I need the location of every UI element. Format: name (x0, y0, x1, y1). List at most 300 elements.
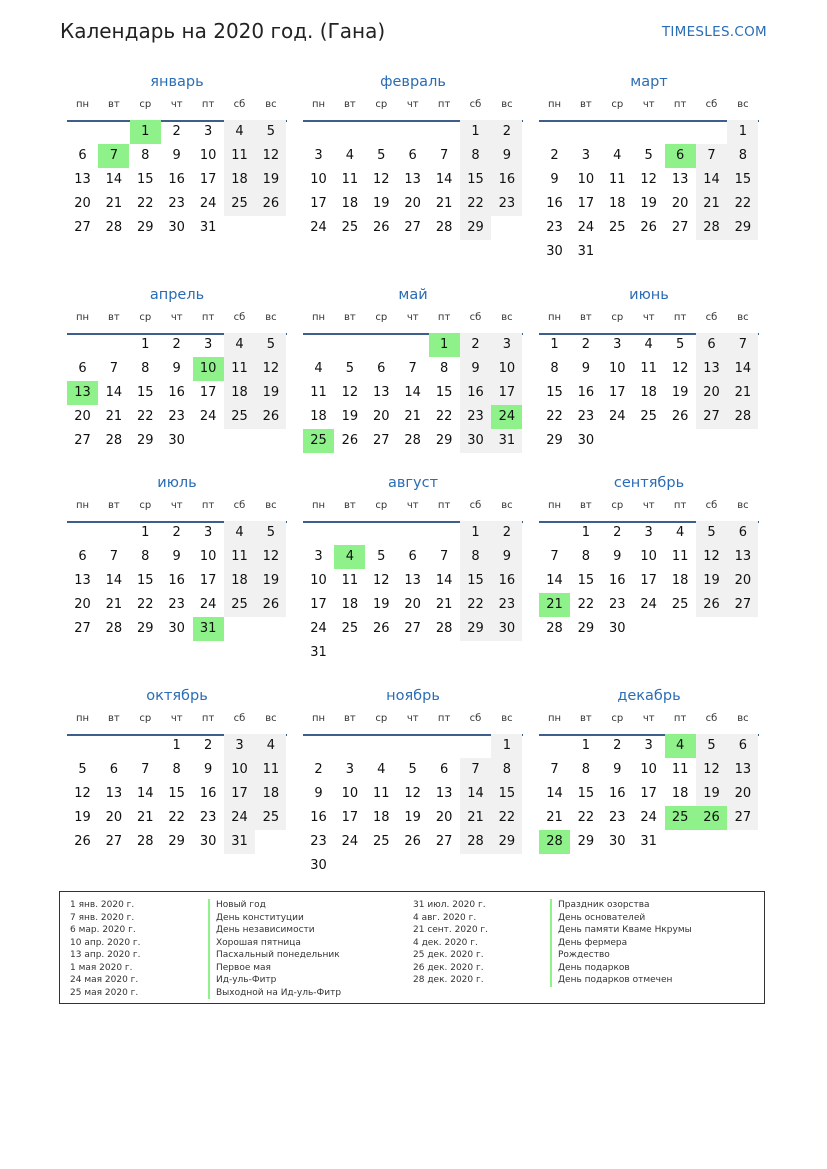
day-cell: 27 (74, 621, 91, 636)
day-cell: 20 (435, 810, 453, 825)
day-cell: 17 (310, 196, 327, 211)
day-cell: 17 (577, 196, 595, 211)
weekday-label: вс (737, 500, 749, 511)
day-cell: 12 (640, 172, 657, 187)
weekday-label: ср (611, 713, 624, 724)
day-cell: 13 (727, 545, 758, 569)
legend-holiday-name: Праздник озорства (550, 899, 692, 912)
day-cell: 5 (255, 333, 286, 357)
day-cell: 3 (581, 148, 591, 163)
day-cell: 25 (224, 405, 255, 429)
day-cell: 25 (341, 220, 359, 235)
day-cell: 23 (546, 220, 563, 235)
legend-date: 4 дек. 2020 г. (413, 937, 478, 948)
weekday-label: пт (673, 99, 687, 110)
month-divider (303, 734, 523, 736)
day-cell: 14 (460, 782, 491, 806)
day-cell: 27 (105, 834, 123, 849)
weekday-label: пт (437, 99, 451, 110)
weekday-label: вт (108, 312, 120, 323)
day-cell: 6 (408, 549, 417, 564)
weekday-label: чт (642, 312, 655, 323)
day-cell: 14 (404, 385, 421, 400)
day-cell: 1 (550, 337, 559, 352)
day-cell: 16 (491, 569, 522, 593)
weekday-label: вс (265, 713, 277, 724)
day-cell: 17 (224, 782, 255, 806)
day-cell: 29 (577, 834, 595, 849)
day-cell: 24 (199, 597, 217, 612)
day-cell: 16 (168, 172, 185, 187)
day-cell: 3 (644, 738, 653, 753)
day-cell: 3 (491, 333, 522, 357)
day-cell: 6 (109, 762, 119, 777)
day-cell: 8 (141, 148, 150, 163)
day-cell: 30 (609, 834, 626, 849)
day-cell: 24 (224, 806, 255, 830)
day-cell: 11 (224, 545, 255, 569)
day-cell: 21 (105, 597, 123, 612)
day-cell: 19 (373, 196, 390, 211)
day-cell: 23 (310, 834, 327, 849)
holiday-day-cell: 1 (429, 333, 460, 357)
weekday-label: вт (108, 713, 120, 724)
day-cell: 14 (546, 786, 563, 801)
legend-holiday-name: День основателей (550, 912, 692, 925)
weekday-label: сб (705, 312, 718, 323)
day-cell: 6 (439, 762, 449, 777)
weekday-label: пт (673, 713, 687, 724)
day-cell: 6 (727, 734, 758, 758)
day-cell: 22 (491, 806, 522, 830)
day-cell: 27 (696, 405, 727, 429)
day-cell: 11 (609, 172, 626, 187)
day-cell: 2 (581, 337, 591, 352)
day-cell: 2 (460, 333, 491, 357)
day-cell: 4 (675, 525, 685, 540)
day-cell: 20 (727, 782, 758, 806)
weekday-label: ср (139, 312, 152, 323)
day-cell: 23 (168, 196, 185, 211)
day-cell: 10 (224, 758, 255, 782)
day-cell: 27 (727, 806, 758, 830)
weekday-label: чт (642, 500, 655, 511)
weekday-label: пт (437, 713, 451, 724)
legend-holiday-name: Хорошая пятница (208, 937, 341, 950)
day-cell: 27 (373, 433, 390, 448)
weekday-label: пт (201, 713, 215, 724)
day-cell: 2 (491, 521, 522, 545)
day-cell: 3 (203, 337, 213, 352)
day-cell: 19 (255, 569, 286, 593)
day-cell: 2 (613, 738, 622, 753)
day-cell: 18 (224, 569, 255, 593)
day-cell: 30 (168, 433, 185, 448)
legend-date: 25 мая 2020 г. (70, 987, 139, 998)
day-cell: 22 (727, 192, 758, 216)
holiday-day-cell: 1 (130, 120, 161, 144)
legend-date: 1 янв. 2020 г. (70, 900, 135, 910)
day-cell: 18 (255, 782, 286, 806)
day-cell: 23 (491, 593, 522, 617)
day-cell: 3 (345, 762, 355, 777)
day-cell: 18 (341, 196, 359, 211)
day-cell: 18 (224, 168, 255, 192)
day-cell: 13 (404, 573, 421, 588)
day-cell: 15 (435, 385, 453, 400)
day-cell: 13 (696, 357, 727, 381)
month-name: февраль (380, 74, 446, 90)
day-cell: 8 (581, 762, 591, 777)
weekday-label: вс (501, 713, 513, 724)
weekday-label: пт (673, 500, 687, 511)
day-cell: 10 (640, 762, 657, 777)
day-cell: 26 (640, 220, 657, 235)
weekday-label: сб (233, 312, 246, 323)
day-cell: 2 (172, 124, 181, 139)
day-cell: 2 (550, 148, 559, 163)
weekday-label: вт (344, 312, 356, 323)
day-cell: 24 (199, 196, 217, 211)
weekday-label: сб (705, 713, 718, 724)
day-cell: 11 (671, 549, 689, 564)
day-cell: 5 (644, 148, 653, 163)
day-cell: 25 (255, 806, 286, 830)
day-cell: 15 (727, 168, 758, 192)
day-cell: 18 (224, 381, 255, 405)
day-cell: 9 (172, 361, 181, 376)
day-cell: 26 (341, 433, 359, 448)
day-cell: 21 (435, 196, 453, 211)
day-cell: 28 (404, 433, 421, 448)
day-cell: 28 (727, 405, 758, 429)
day-cell: 12 (373, 172, 390, 187)
day-cell: 30 (577, 433, 595, 448)
day-cell: 27 (74, 220, 91, 235)
day-cell: 12 (255, 144, 286, 168)
legend-holiday-name: День памяти Кваме Нкрумы (550, 924, 692, 937)
legend-holiday-name: Новый год (208, 899, 341, 912)
day-cell: 18 (609, 196, 626, 211)
day-cell: 6 (408, 148, 417, 163)
holiday-day-cell: 25 (303, 429, 334, 453)
weekday-label: сб (705, 500, 718, 511)
month-name: май (398, 287, 428, 303)
day-cell: 17 (609, 385, 626, 400)
day-cell: 8 (491, 758, 522, 782)
day-cell: 24 (640, 810, 657, 825)
day-cell: 3 (203, 124, 213, 139)
holiday-day-cell: 25 (665, 806, 696, 830)
holiday-day-cell: 24 (491, 405, 522, 429)
day-cell: 29 (137, 621, 154, 636)
day-cell: 2 (491, 120, 522, 144)
day-cell: 9 (172, 549, 181, 564)
day-cell: 14 (105, 573, 123, 588)
day-cell: 26 (373, 220, 390, 235)
weekday-label: пн (311, 500, 326, 511)
day-cell: 10 (310, 172, 327, 187)
weekday-label: вт (580, 312, 592, 323)
day-cell: 11 (255, 758, 286, 782)
day-cell: 5 (377, 148, 386, 163)
day-cell: 25 (640, 409, 657, 424)
day-cell: 20 (74, 597, 91, 612)
day-cell: 21 (137, 810, 154, 825)
month-name: сентябрь (613, 475, 685, 491)
day-cell: 9 (314, 786, 323, 801)
day-cell: 5 (377, 549, 386, 564)
day-cell: 19 (341, 409, 359, 424)
month-name: июнь (629, 287, 669, 303)
day-cell: 27 (671, 220, 689, 235)
day-cell: 17 (199, 385, 217, 400)
day-cell: 17 (199, 172, 217, 187)
weekday-label: ср (139, 713, 152, 724)
day-cell: 17 (199, 573, 217, 588)
day-cell: 16 (609, 573, 626, 588)
day-cell: 3 (314, 148, 323, 163)
weekday-label: ср (375, 713, 388, 724)
weekday-label: пн (311, 713, 326, 724)
day-cell: 30 (199, 834, 217, 849)
legend-holiday-name: День фермера (550, 937, 692, 950)
day-cell: 4 (255, 734, 286, 758)
day-cell: 26 (255, 405, 286, 429)
day-cell: 25 (341, 621, 359, 636)
day-cell: 22 (460, 192, 491, 216)
day-cell: 17 (310, 597, 327, 612)
day-cell: 13 (404, 172, 421, 187)
day-cell: 8 (460, 545, 491, 569)
day-cell: 30 (609, 621, 626, 636)
day-cell: 7 (727, 333, 758, 357)
day-cell: 11 (341, 172, 359, 187)
day-cell: 4 (224, 521, 255, 545)
day-cell: 19 (255, 168, 286, 192)
holiday-day-cell: 4 (334, 545, 365, 569)
day-cell: 10 (577, 172, 595, 187)
day-cell: 9 (172, 148, 181, 163)
holiday-day-cell: 31 (193, 617, 224, 641)
weekday-label: пт (201, 312, 215, 323)
day-cell: 28 (435, 220, 453, 235)
day-cell: 1 (581, 525, 591, 540)
day-cell: 30 (168, 220, 185, 235)
day-cell: 14 (696, 168, 727, 192)
day-cell: 11 (671, 762, 689, 777)
weekday-label: пн (75, 312, 90, 323)
day-cell: 23 (168, 597, 185, 612)
day-cell: 28 (137, 834, 154, 849)
day-cell: 7 (439, 148, 449, 163)
day-cell: 1 (141, 525, 150, 540)
day-cell: 31 (640, 834, 657, 849)
weekday-label: вт (580, 500, 592, 511)
day-cell: 8 (581, 549, 591, 564)
day-cell: 20 (727, 569, 758, 593)
weekday-label: пн (75, 99, 90, 110)
day-cell: 22 (546, 409, 563, 424)
day-cell: 10 (609, 361, 626, 376)
day-cell: 13 (435, 786, 453, 801)
day-cell: 28 (696, 216, 727, 240)
day-cell: 3 (644, 525, 653, 540)
day-cell: 29 (168, 834, 185, 849)
day-cell: 1 (581, 738, 591, 753)
weekday-label: пн (75, 500, 90, 511)
day-cell: 13 (373, 385, 390, 400)
day-cell: 9 (550, 172, 559, 187)
day-cell: 23 (199, 810, 217, 825)
day-cell: 22 (577, 597, 595, 612)
weekday-label: чт (170, 312, 183, 323)
day-cell: 22 (168, 810, 185, 825)
day-cell: 20 (74, 196, 91, 211)
day-cell: 14 (727, 357, 758, 381)
day-cell: 11 (373, 786, 390, 801)
day-cell: 2 (172, 525, 181, 540)
legend-holiday-name: День подарков отмечен (550, 974, 692, 987)
day-cell: 24 (341, 834, 359, 849)
day-cell: 21 (460, 806, 491, 830)
holiday-day-cell: 28 (539, 830, 570, 854)
day-cell: 25 (224, 192, 255, 216)
day-cell: 16 (199, 786, 217, 801)
weekday-label: ср (611, 312, 624, 323)
day-cell: 26 (671, 409, 689, 424)
day-cell: 10 (310, 573, 327, 588)
weekday-label: ср (611, 99, 624, 110)
day-cell: 20 (404, 597, 421, 612)
day-cell: 10 (341, 786, 359, 801)
day-cell: 26 (255, 192, 286, 216)
day-cell: 8 (727, 144, 758, 168)
weekday-label: вт (580, 99, 592, 110)
weekday-label: пт (201, 500, 215, 511)
weekday-label: ср (375, 500, 388, 511)
day-cell: 29 (435, 433, 453, 448)
day-cell: 29 (546, 433, 563, 448)
legend-holiday-name: День подарков (550, 962, 692, 975)
weekday-label: чт (642, 713, 655, 724)
day-cell: 14 (435, 172, 453, 187)
weekday-label: вс (501, 312, 513, 323)
day-cell: 26 (373, 621, 390, 636)
day-cell: 1 (460, 120, 491, 144)
legend-holiday-name: День независимости (208, 924, 341, 937)
day-cell: 18 (341, 597, 359, 612)
weekday-label: пн (311, 99, 326, 110)
day-cell: 23 (168, 409, 185, 424)
month-name: август (387, 475, 439, 491)
day-cell: 28 (435, 621, 453, 636)
day-cell: 4 (613, 148, 622, 163)
day-cell: 29 (577, 621, 595, 636)
day-cell: 18 (671, 573, 689, 588)
day-cell: 6 (377, 361, 386, 376)
weekday-label: пт (437, 500, 451, 511)
day-cell: 28 (105, 433, 123, 448)
day-cell: 31 (224, 830, 255, 854)
day-cell: 6 (78, 148, 87, 163)
day-cell: 13 (671, 172, 689, 187)
weekday-label: пн (547, 99, 562, 110)
day-cell: 9 (581, 361, 591, 376)
day-cell: 6 (78, 549, 87, 564)
day-cell: 16 (609, 786, 626, 801)
day-cell: 17 (341, 810, 359, 825)
day-cell: 27 (727, 593, 758, 617)
day-cell: 28 (546, 621, 563, 636)
weekday-label: вт (344, 713, 356, 724)
weekday-label: чт (406, 500, 419, 511)
day-cell: 7 (141, 762, 150, 777)
weekday-label: вс (737, 312, 749, 323)
day-cell: 5 (696, 734, 727, 758)
day-cell: 23 (491, 192, 522, 216)
day-cell: 8 (141, 549, 150, 564)
legend-date: 1 мая 2020 г. (70, 962, 133, 973)
month-name: март (630, 74, 668, 90)
legend-date: 31 июл. 2020 г. (413, 900, 486, 910)
weekday-label: вс (737, 99, 749, 110)
day-cell: 19 (696, 782, 727, 806)
day-cell: 9 (491, 144, 522, 168)
day-cell: 23 (609, 597, 626, 612)
day-cell: 13 (105, 786, 123, 801)
day-cell: 25 (671, 597, 689, 612)
day-cell: 10 (491, 357, 522, 381)
day-cell: 22 (460, 593, 491, 617)
brand-link[interactable]: TIMESLES.COM (661, 24, 767, 40)
weekday-label: вс (265, 312, 277, 323)
day-cell: 30 (460, 429, 491, 453)
day-cell: 15 (460, 569, 491, 593)
day-cell: 12 (255, 545, 286, 569)
day-cell: 15 (137, 385, 154, 400)
weekday-label: вт (580, 713, 592, 724)
weekday-label: сб (233, 99, 246, 110)
day-cell: 5 (408, 762, 417, 777)
legend-date: 24 мая 2020 г. (70, 975, 139, 985)
day-cell: 6 (78, 361, 87, 376)
day-cell: 13 (74, 172, 91, 187)
day-cell: 4 (377, 762, 386, 777)
day-cell: 9 (491, 545, 522, 569)
legend-holiday-name: День конституции (208, 912, 341, 925)
weekday-label: сб (469, 500, 482, 511)
day-cell: 11 (224, 357, 255, 381)
day-cell: 17 (491, 381, 522, 405)
day-cell: 19 (404, 810, 421, 825)
day-cell: 7 (550, 549, 559, 564)
day-cell: 14 (546, 573, 563, 588)
day-cell: 8 (439, 361, 449, 376)
weekday-label: пт (437, 312, 451, 323)
weekday-label: вт (344, 99, 356, 110)
day-cell: 29 (460, 216, 491, 240)
day-cell: 26 (255, 593, 286, 617)
holiday-day-cell: 4 (665, 734, 696, 758)
day-cell: 4 (644, 337, 653, 352)
day-cell: 10 (199, 148, 217, 163)
month-name: ноябрь (386, 688, 440, 704)
weekday-label: сб (469, 99, 482, 110)
weekday-label: вт (108, 99, 120, 110)
legend-date: 6 мар. 2020 г. (70, 925, 136, 935)
month-name: октябрь (146, 688, 208, 704)
